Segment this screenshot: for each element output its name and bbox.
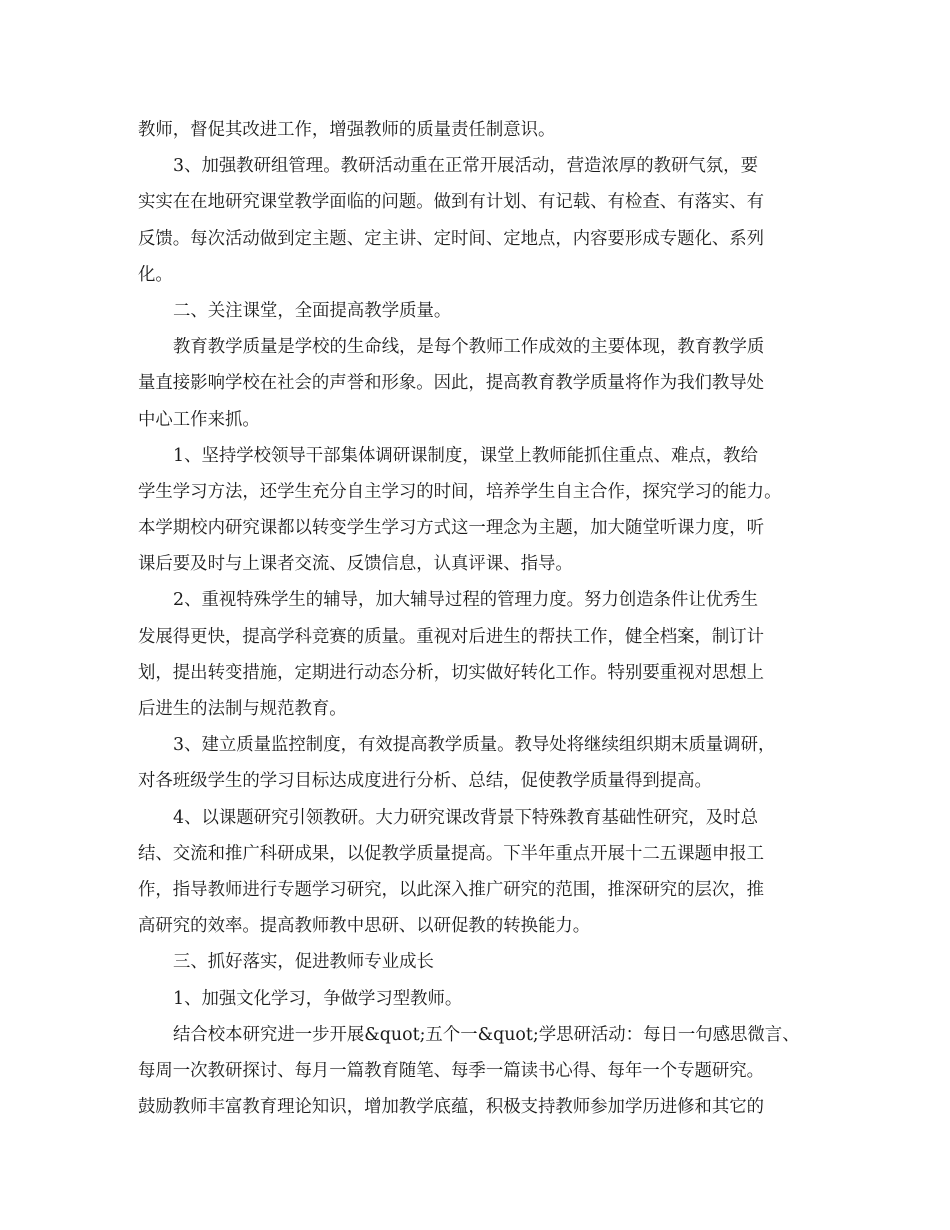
text-line: 实实在在地研究课堂教学面临的问题。做到有计划、有记载、有检查、有落实、有: [138, 192, 765, 213]
text-line: 对各班级学生的学习目标达成度进行分析、总结，促使教学质量得到提高。: [138, 771, 712, 792]
text-line: 中心工作来抓。: [138, 409, 260, 430]
text-line: 三、抓好落实，促进教师专业成长: [173, 952, 434, 973]
text-line: 3、建立质量监控制度，有效提高教学质量。教导处将继续组织期末质量调研，: [173, 735, 776, 756]
text-line: 4、以课题研究引领教研。大力研究课改背景下特殊教育基础性研究，及时总: [173, 807, 758, 828]
text-line: 教育教学质量是学校的生命线，是每个教师工作成效的主要体现，教育教学质: [173, 337, 765, 358]
text-line: 3、加强教研组管理。教研活动重在正常开展活动，营造浓厚的教研气氛，要: [173, 156, 758, 177]
text-line: 1、加强文化学习，争做学习型教师。: [173, 988, 463, 1009]
text-line: 鼓励教师丰富教育理论知识，增加教学底蕴，积极支持教师参加学历进修和其它的: [138, 1097, 765, 1118]
text-line: 作，指导教师进行专题学习研究，以此深入推广研究的范围，推深研究的层次，推: [138, 879, 765, 900]
text-line: 二、关注课堂，全面提高教学质量。: [173, 300, 452, 321]
text-line: 量直接影响学校在社会的声誉和形象。因此，提高教育教学质量将作为我们教导处: [138, 373, 765, 394]
text-line: 反馈。每次活动做到定主题、定主讲、定时间、定地点，内容要形成专题化、系列: [138, 228, 765, 249]
text-line: 本学期校内研究课都以转变学生学习方式这一理念为主题，加大随堂听课力度，听: [138, 518, 765, 539]
text-line: 每周一次教研探讨、每月一篇教育随笔、每季一篇读书心得、每年一个专题研究。: [138, 1060, 765, 1081]
text-line: 学生学习方法，还学生充分自主学习的时间，培养学生自主合作，探究学习的能力。: [138, 481, 782, 502]
text-line: 后进生的法制与规范教育。: [138, 699, 347, 719]
text-line: 化。: [138, 264, 173, 285]
text-line: 教师，督促其改进工作，增强教师的质量责任制意识。: [138, 120, 556, 140]
text-line: 2、重视特殊学生的辅导，加大辅导过程的管理力度。努力创造条件让优秀生: [173, 590, 758, 611]
text-line: 结合校本研究进一步开展&quot;五个一&quot;学思研活动：每日一句感思微言、: [173, 1024, 800, 1045]
text-line: 1、坚持学校领导干部集体调研课制度，课堂上教师能抓住重点、难点，教给: [173, 445, 758, 466]
text-line: 高研究的效率。提高教师教中思研、以研促教的转换能力。: [138, 916, 591, 937]
text-line: 发展得更快，提高学科竞赛的质量。重视对后进生的帮扶工作，健全档案，制订计: [138, 626, 765, 647]
text-line: 结、交流和推广科研成果，以促教学质量提高。下半年重点开展十二五课题申报工: [138, 843, 765, 864]
text-line: 课后要及时与上课者交流、反馈信息，认真评课、指导。: [138, 554, 573, 575]
text-line: 划，提出转变措施，定期进行动态分析，切实做好转化工作。特别要重视对思想上: [138, 662, 765, 683]
document-body: [138, 112, 828, 1125]
